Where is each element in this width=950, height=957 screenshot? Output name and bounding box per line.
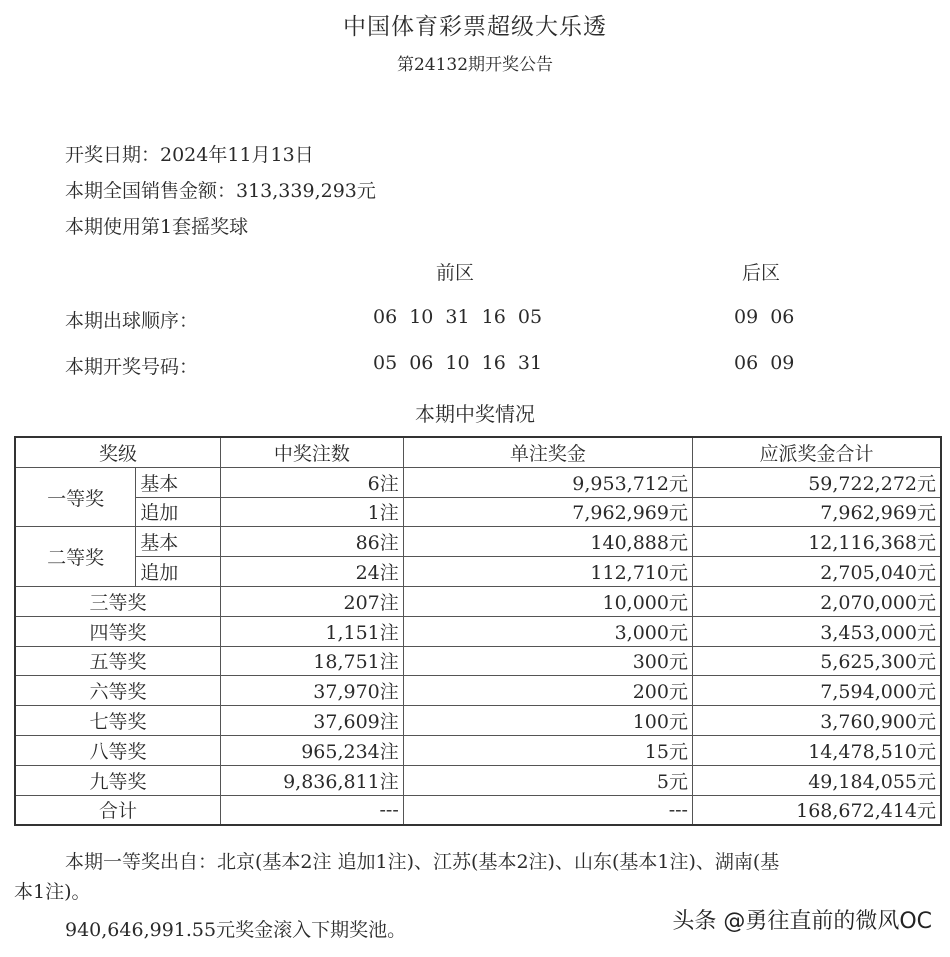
second-extra-unit: 112,710元 — [403, 557, 692, 587]
row-unit: 15元 — [403, 735, 692, 765]
second-basic-unit: 140,888元 — [403, 527, 692, 557]
total-count: --- — [221, 795, 404, 825]
table-row — [15, 557, 941, 587]
second-basic-sub: 基本 — [136, 527, 221, 557]
first-prize-origin-line2: 本1注)。 — [14, 881, 91, 903]
table-row — [15, 706, 941, 736]
row-unit: 3,000元 — [403, 616, 692, 646]
row-level: 六等奖 — [15, 676, 221, 706]
second-extra-count: 24注 — [221, 557, 404, 587]
row-total: 7,594,000元 — [692, 676, 941, 706]
first-prize-origin-line1: 本期一等奖出自：北京(基本2注 追加1注)、江苏(基本2注)、山东(基本1注)、湖南(基 — [65, 851, 780, 873]
row-unit: 300元 — [403, 646, 692, 676]
sales-amount: 本期全国销售金额：313,339,293元 — [65, 180, 376, 202]
watermark: 头条 @勇往直前的微风OC — [672, 909, 932, 934]
issue-subtitle: 第24132期开奖公告 — [396, 55, 554, 75]
total-unit: --- — [403, 795, 692, 825]
table-row — [15, 646, 941, 676]
header-level: 奖级 — [15, 437, 221, 467]
row-level: 七等奖 — [15, 706, 221, 736]
row-unit: 200元 — [403, 676, 692, 706]
table-header-row — [15, 437, 941, 467]
prize-table — [14, 436, 942, 826]
first-extra-count: 1注 — [221, 497, 404, 527]
row-unit: 100元 — [403, 706, 692, 736]
winning-numbers-label: 本期开奖号码： — [65, 356, 199, 378]
page-title: 中国体育彩票超级大乐透 — [343, 14, 607, 40]
table-row — [15, 497, 941, 527]
first-basic-count: 6注 — [221, 467, 404, 497]
row-count: 37,970注 — [221, 676, 404, 706]
first-extra-unit: 7,962,969元 — [403, 497, 692, 527]
row-level: 五等奖 — [15, 646, 221, 676]
row-unit: 10,000元 — [403, 586, 692, 616]
ball-set: 本期使用第1套摇奖球 — [65, 216, 249, 238]
jackpot-rollover: 940,646,991.55元奖金滚入下期奖池。 — [65, 919, 407, 941]
table-row — [15, 467, 941, 497]
second-extra-total: 2,705,040元 — [692, 557, 941, 587]
prize-section-title: 本期中奖情况 — [415, 402, 535, 426]
table-row — [15, 765, 941, 795]
second-basic-total: 12,116,368元 — [692, 527, 941, 557]
total-amount: 168,672,414元 — [692, 795, 941, 825]
row-count: 37,609注 — [221, 706, 404, 736]
first-basic-unit: 9,953,712元 — [403, 467, 692, 497]
row-level: 八等奖 — [15, 735, 221, 765]
row-total: 3,453,000元 — [692, 616, 941, 646]
table-row — [15, 527, 941, 557]
row-level: 九等奖 — [15, 765, 221, 795]
row-count: 1,151注 — [221, 616, 404, 646]
row-total: 14,478,510元 — [692, 735, 941, 765]
draw-date: 开奖日期：2024年11月13日 — [65, 144, 314, 166]
first-prize-level: 一等奖 — [15, 467, 136, 527]
first-basic-total: 59,722,272元 — [692, 467, 941, 497]
header-count: 中奖注数 — [221, 437, 404, 467]
row-count: 965,234注 — [221, 735, 404, 765]
draw-order-label: 本期出球顺序： — [65, 310, 199, 332]
second-prize-level: 二等奖 — [15, 527, 136, 587]
first-basic-sub: 基本 — [136, 467, 221, 497]
table-row — [15, 735, 941, 765]
total-level: 合计 — [15, 795, 221, 825]
row-total: 49,184,055元 — [692, 765, 941, 795]
row-count: 207注 — [221, 586, 404, 616]
draw-order-back: 09 06 — [734, 306, 795, 328]
row-level: 四等奖 — [15, 616, 221, 646]
second-basic-count: 86注 — [221, 527, 404, 557]
winning-numbers-back: 06 09 — [734, 352, 795, 374]
back-zone-label: 后区 — [742, 262, 781, 284]
row-level: 三等奖 — [15, 586, 221, 616]
front-zone-label: 前区 — [436, 262, 475, 284]
first-extra-total: 7,962,969元 — [692, 497, 941, 527]
draw-order-front: 06 10 31 16 05 — [373, 306, 543, 328]
row-unit: 5元 — [403, 765, 692, 795]
winning-numbers-front: 05 06 10 16 31 — [373, 352, 543, 374]
row-total: 3,760,900元 — [692, 706, 941, 736]
first-extra-sub: 追加 — [136, 497, 221, 527]
row-count: 9,836,811注 — [221, 765, 404, 795]
header-unit-prize: 单注奖金 — [403, 437, 692, 467]
row-total: 5,625,300元 — [692, 646, 941, 676]
total-row — [15, 795, 941, 825]
table-row — [15, 586, 941, 616]
row-total: 2,070,000元 — [692, 586, 941, 616]
table-row — [15, 616, 941, 646]
row-count: 18,751注 — [221, 646, 404, 676]
second-extra-sub: 追加 — [136, 557, 221, 587]
table-row — [15, 676, 941, 706]
header-total-prize: 应派奖金合计 — [692, 437, 941, 467]
